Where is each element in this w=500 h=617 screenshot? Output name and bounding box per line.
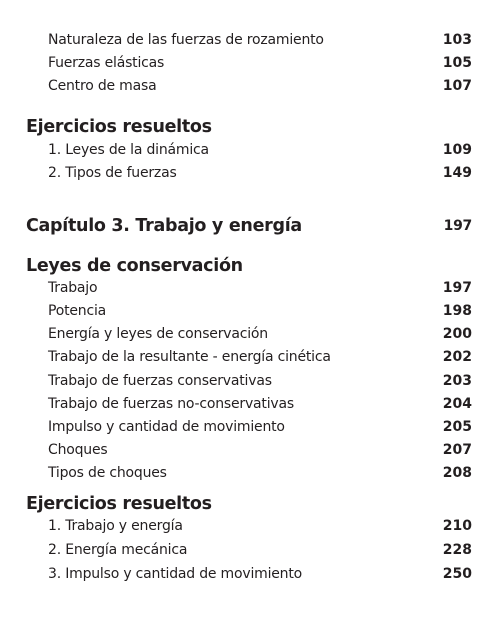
chapter-heading-label: Capítulo 3. Trabajo y energía xyxy=(26,216,302,236)
toc-entry-label: Trabajo xyxy=(48,280,98,296)
toc-entry[interactable] xyxy=(0,539,500,562)
toc-entry-page-number: 208 xyxy=(442,465,472,481)
toc-entry-page-number: 228 xyxy=(442,542,472,558)
toc-entry[interactable] xyxy=(0,462,500,485)
section-heading xyxy=(0,490,500,518)
toc-entry-label: Trabajo de fuerzas no-conservativas xyxy=(48,396,294,412)
toc-entry-label: Centro de masa xyxy=(48,78,157,94)
toc-entry-page-number: 204 xyxy=(442,396,472,412)
toc-entry-label: Naturaleza de las fuerzas de rozamiento xyxy=(48,32,324,48)
toc-entry[interactable] xyxy=(0,370,500,393)
toc-entry-page-number: 200 xyxy=(442,326,472,342)
toc-entry[interactable] xyxy=(0,346,500,369)
toc-entry-label: Tipos de choques xyxy=(48,465,167,481)
chapter-page-number: 197 xyxy=(443,218,472,234)
toc-entry[interactable] xyxy=(0,52,500,75)
toc-entry-label: 2. Energía mecánica xyxy=(48,542,188,558)
toc-entry[interactable] xyxy=(0,75,500,98)
section-heading-label: Leyes de conservación xyxy=(26,256,243,276)
toc-entry-page-number: 250 xyxy=(442,566,472,582)
toc-entry-page-number: 105 xyxy=(442,55,472,71)
toc-entry-label: Fuerzas elásticas xyxy=(48,55,165,71)
section-heading xyxy=(0,252,500,280)
section-heading-label: Ejercicios resueltos xyxy=(26,117,212,137)
toc-entry[interactable] xyxy=(0,393,500,416)
toc-entry-label: Choques xyxy=(48,442,108,458)
toc-entry[interactable] xyxy=(0,323,500,346)
toc-entry-page-number: 109 xyxy=(442,142,472,158)
toc-entry[interactable] xyxy=(0,162,500,185)
toc-entry-page-number: 198 xyxy=(442,303,472,319)
toc-entry-label: 1. Trabajo y energía xyxy=(48,518,183,534)
toc-entry-label: Impulso y cantidad de movimiento xyxy=(48,419,285,435)
section-heading xyxy=(0,113,500,141)
toc-entry[interactable] xyxy=(0,29,500,52)
toc-entry[interactable] xyxy=(0,416,500,439)
toc-entry-label: 1. Leyes de la dinámica xyxy=(48,142,209,158)
toc-entry-page-number: 149 xyxy=(442,165,472,181)
toc-entry-page-number: 205 xyxy=(442,419,472,435)
toc-entry-page-number: 197 xyxy=(442,280,472,296)
toc-entry-page-number: 203 xyxy=(442,373,472,389)
toc-entry-page-number: 202 xyxy=(442,349,472,365)
toc-entry[interactable] xyxy=(0,515,500,538)
toc-entry-label: 2. Tipos de fuerzas xyxy=(48,165,177,181)
section-heading-label: Ejercicios resueltos xyxy=(26,494,212,514)
toc-entry[interactable] xyxy=(0,300,500,323)
toc-entry-page-number: 207 xyxy=(442,442,472,458)
toc-entry-label: Trabajo de fuerzas conservativas xyxy=(48,373,272,389)
toc-entry[interactable] xyxy=(0,439,500,462)
toc-entry-label: Energía y leyes de conservación xyxy=(48,326,268,342)
toc-entry-page-number: 210 xyxy=(442,518,472,534)
toc-entry-page-number: 103 xyxy=(442,32,472,48)
toc-entry[interactable] xyxy=(0,277,500,300)
toc-entry[interactable] xyxy=(0,139,500,162)
toc-entry-page-number: 107 xyxy=(442,78,472,94)
chapter-heading[interactable] xyxy=(0,212,500,240)
toc-entry-label: Trabajo de la resultante - energía cinética xyxy=(48,349,331,365)
toc-entry[interactable] xyxy=(0,563,500,586)
toc-entry-label: 3. Impulso y cantidad de movimiento xyxy=(48,566,302,582)
toc-entry-label: Potencia xyxy=(48,303,107,319)
